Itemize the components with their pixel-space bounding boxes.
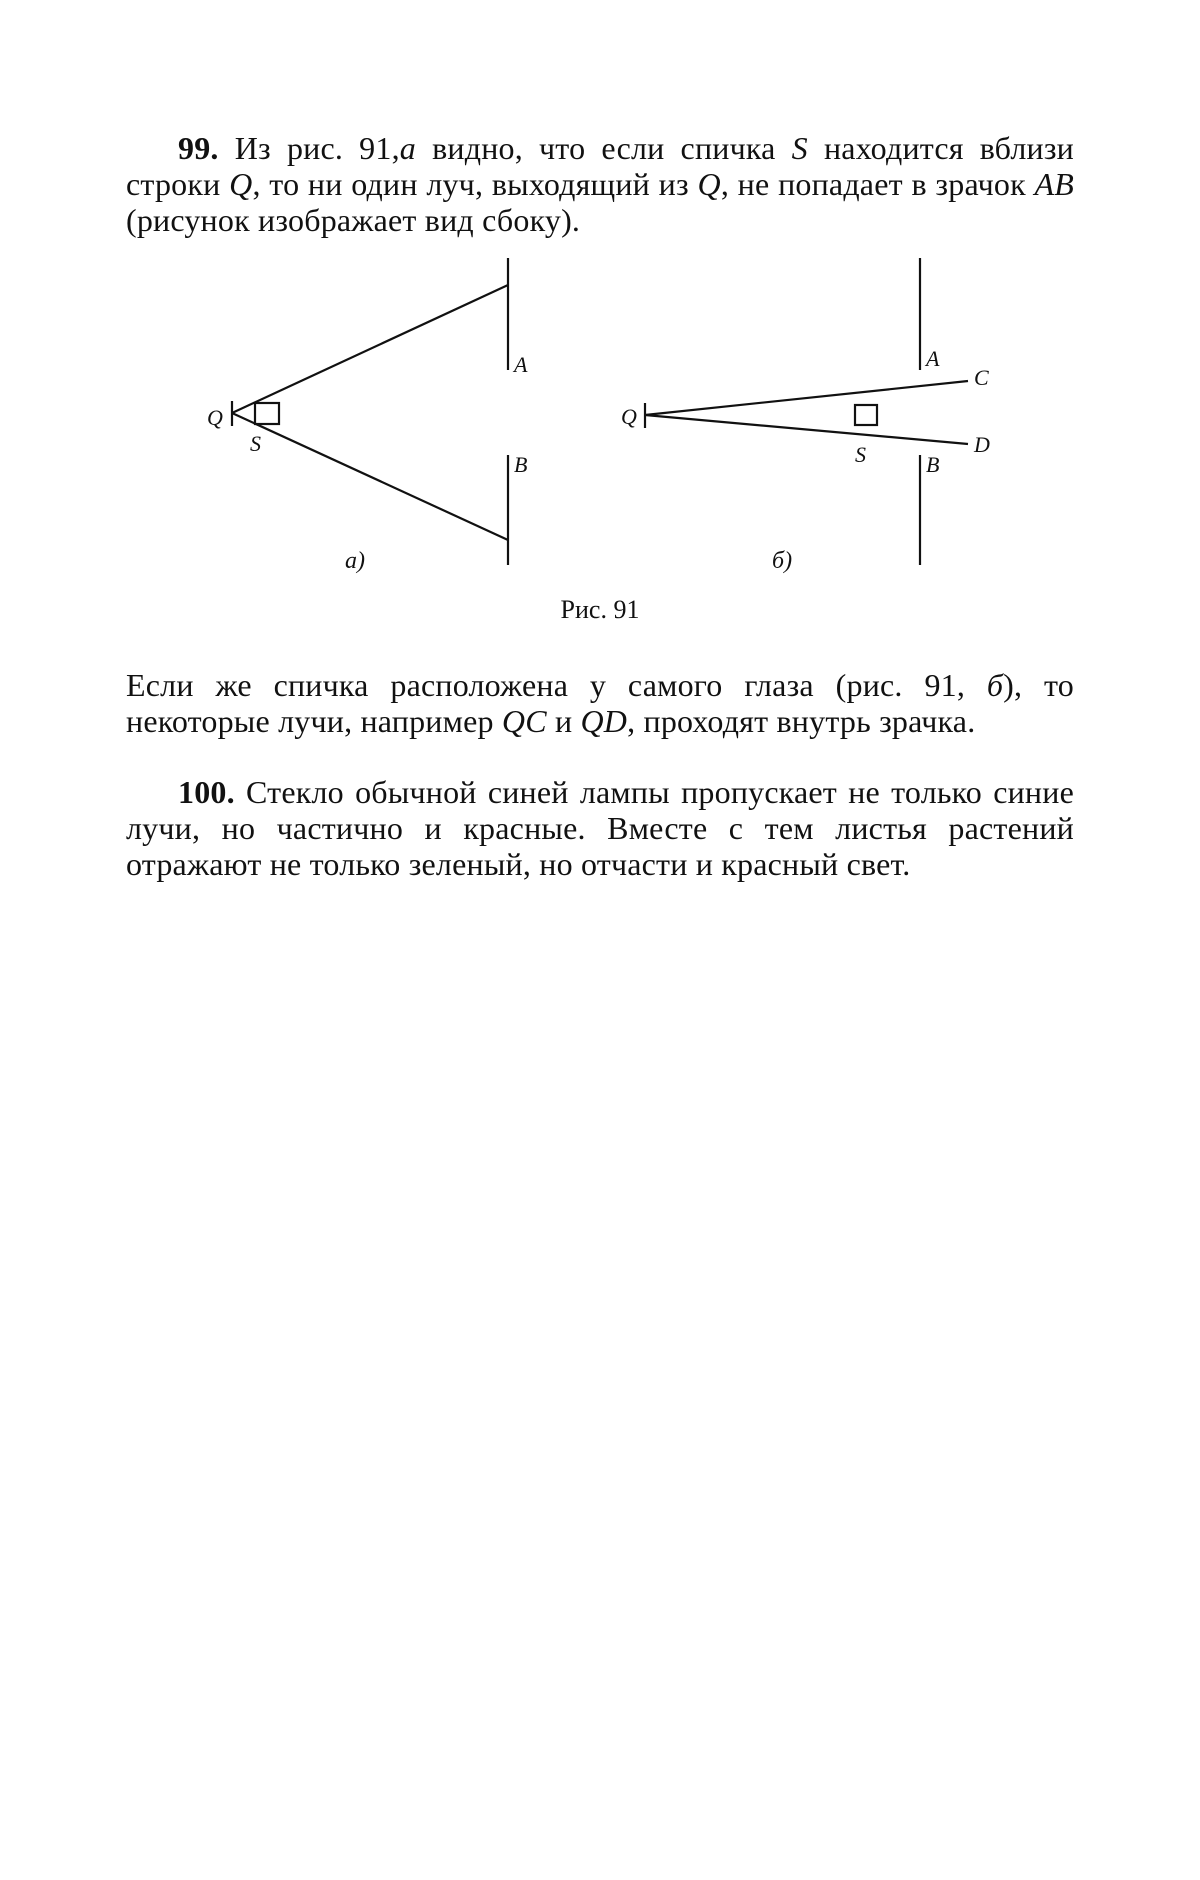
variable-qc: QC (501, 703, 547, 739)
continuation-text: и (546, 703, 581, 739)
problem-99-number: 99. (178, 130, 219, 166)
variable-q: Q (229, 166, 253, 202)
problem-99-text: (рисунок изображает вид сбоку). (126, 202, 581, 238)
problem-99-text: , не попадает в зрачок (720, 166, 1035, 202)
sublabel-b: б) (772, 548, 793, 574)
continuation-text: , проходят внутрь зрачка. (627, 703, 976, 739)
match-box (255, 403, 279, 424)
problem-100-number: 100. (178, 774, 235, 810)
ray-qd (645, 415, 968, 444)
continuation-text: ), то некоторые лучи, например (126, 667, 1075, 739)
sublabel-a: а) (345, 548, 365, 574)
label-q: Q (621, 404, 637, 429)
label-a: A (926, 346, 940, 371)
problem-99-text: Из рис. 91, (218, 130, 400, 166)
ray-qc (645, 381, 968, 415)
continuation-paragraph (126, 667, 1074, 739)
problem-99-text: находится вблизи строки (126, 130, 1074, 202)
label-b: B (514, 452, 528, 477)
figure-caption: Рис. 91 (560, 595, 640, 624)
label-c: C (974, 365, 989, 390)
label-q: Q (207, 405, 223, 430)
figure-ref-b: б (986, 667, 1004, 703)
label-d: D (974, 432, 990, 457)
label-s: S (855, 442, 866, 467)
match-box (855, 405, 877, 425)
variable-q: Q (697, 166, 721, 202)
figure-91 (0, 250, 1200, 590)
problem-100-paragraph (126, 774, 1074, 882)
problem-99-text: видно, что если спичка (415, 130, 792, 166)
ray-to-a (232, 285, 508, 413)
problem-100-text: Стекло обычной синей лампы пропускает не только синие лучи, но частично и красные. Вместе с тем листья растений отражают не только зеленый, но отчасти и красный свет. (126, 774, 1074, 882)
variable-ab: AB (1034, 166, 1074, 202)
label-b: B (926, 452, 940, 477)
figure-91b-diagram (645, 258, 968, 565)
variable-qd: QD (580, 703, 628, 739)
problem-99-paragraph (126, 130, 1074, 238)
variable-s: S (791, 130, 808, 166)
problem-99-text: , то ни один луч, выходящий из (252, 166, 698, 202)
continuation-text: Если же спичка расположена у самого глаза (рис. 91, (126, 667, 987, 703)
label-s: S (250, 431, 261, 456)
figure-91a-diagram (232, 258, 508, 565)
label-a: A (514, 352, 528, 377)
figure-ref-a: а (399, 130, 416, 166)
ray-to-b (232, 413, 508, 540)
